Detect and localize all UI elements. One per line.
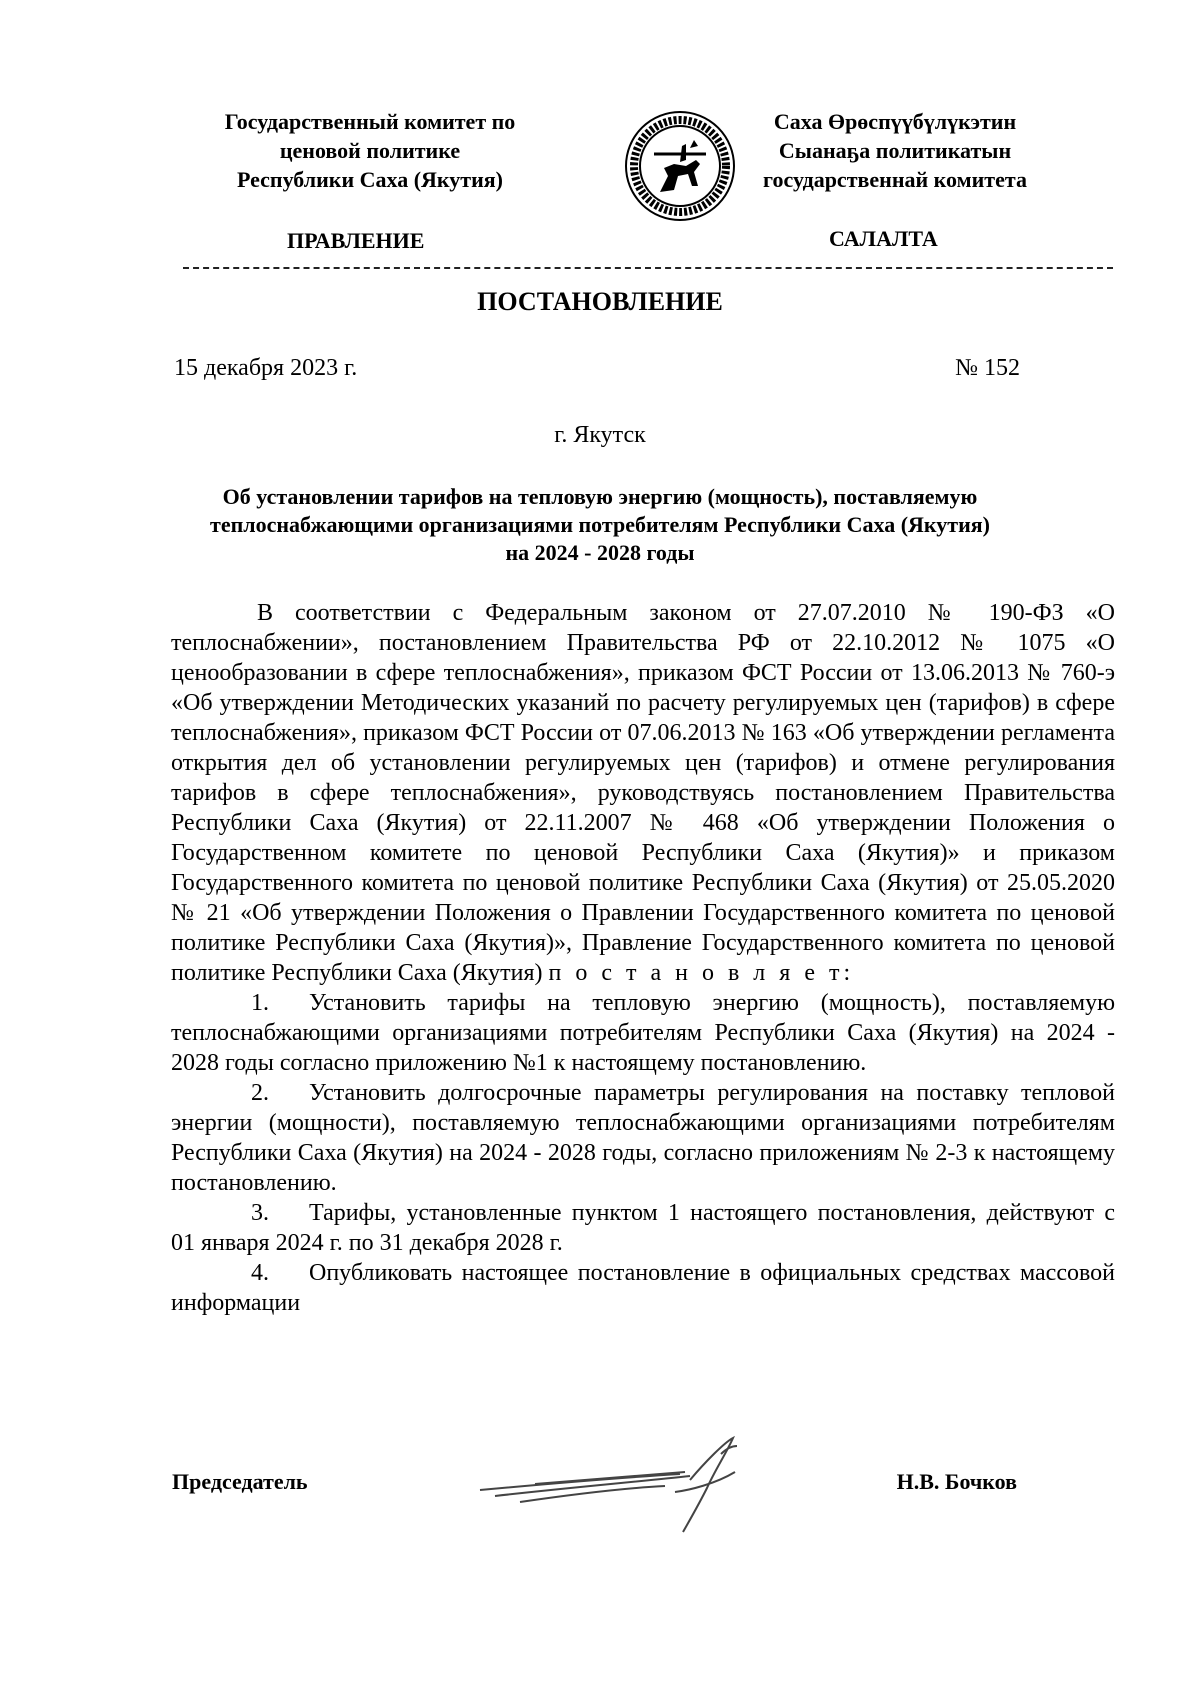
list-item <box>171 988 1115 1078</box>
subject-line: Об установлении тарифов на тепловую энергию (мощность), поставляемую <box>222 484 978 509</box>
list-item <box>171 1198 1115 1258</box>
header-left-line: Республики Саха (Якутия) <box>236 167 504 192</box>
document-number: № 152 <box>955 355 1020 381</box>
header-divider <box>183 267 1113 269</box>
header-right-line: Саха Өрөспүүбүлүкэтин <box>773 109 1017 134</box>
signature-name: Н.В. Бочков <box>896 1469 1017 1494</box>
item-number: 1. <box>251 990 269 1016</box>
document-title: ПОСТАНОВЛЕНИЕ <box>477 287 723 316</box>
list-item <box>171 1078 1115 1198</box>
header-left-line: ценовой политике <box>279 138 461 163</box>
signature-scribble <box>475 1432 795 1542</box>
header-right-sub: САЛАЛТА <box>829 226 938 251</box>
document-subject <box>180 483 1020 567</box>
item-text: Тарифы, установленные пунктом 1 настоящего постановления, действуют с 01 января 2024 г. по 31 декабря 2028 г. <box>171 1200 1115 1256</box>
subject-line: на 2024 - 2028 годы <box>505 540 695 565</box>
coat-of-arms-emblem <box>624 110 736 222</box>
preamble-text: В соответствии с Федеральным законом от 27.07.2010 № 190-ФЗ «О теплоснабжении», постановлением Правительства РФ от 22.10.2012 № 1075 «О ценообразовании в сфере теплоснабжения», приказом ФСТ России от 13.06.2013 № 760-э «Об утверждении Методических указаний по расчету регулируемых цен (тарифов) в сфере теплоснабжения», приказом ФСТ России от 07.06.2013 № 163 «Об утверждении регламента открытия дел об установлении регулируемых цен (тарифов) и отмене регулирования тарифов в сфере теплоснабжения», руководствуясь постановлением Правительства Республики Саха (Якутия) от 22.11.2007 № 468 «Об утверждении Положения о Государственном комитете по ценовой Республики Саха (Якутия)» и приказом Государственного комитета по ценовой политике Республики Саха (Якутия) от 25.05.2020 № 21 «Об утверждении Положения о Правлении Государственного комитета по ценовой политике Республики Саха (Якутия)», Правление Государственного комитета по ценовой политике Республики Саха (Якутия) <box>171 600 1115 986</box>
item-text: Установить долгосрочные параметры регулирования на поставку тепловой энергии (мощности), поставляемую теплоснабжающими организациями потребителям Республики Саха (Якутия) на 2024 - 2028 годы, согласно приложениям № 2-3 к настоящему постановлению. <box>171 1080 1115 1196</box>
header-right-line: Сыанаҕа политикатын <box>778 138 1012 163</box>
preamble-paragraph <box>171 598 1115 988</box>
item-number: 2. <box>251 1080 269 1106</box>
header-left <box>190 107 550 194</box>
item-text: Опубликовать настоящее постановление в официальных средствах массовой информации <box>171 1260 1115 1316</box>
document-body <box>171 598 1115 1318</box>
resolves-text: п о с т а н о в л я е т: <box>548 960 855 986</box>
header-left-sub: ПРАВЛЕНИЕ <box>287 228 425 253</box>
header-left-line: Государственный комитет по <box>224 109 516 134</box>
header-right-line: государственнай комитета <box>763 167 1027 192</box>
subject-line: теплоснабжающими организациями потребителям Республики Саха (Якутия) <box>210 512 990 537</box>
list-item <box>171 1258 1115 1318</box>
header-right <box>745 107 1045 194</box>
item-text: Установить тарифы на тепловую энергию (мощность), поставляемую теплоснабжающими организациями потребителям Республики Саха (Якутия) на 2024 - 2028 годы согласно приложению №1 к настоящему постановлению. <box>171 990 1115 1076</box>
item-number: 4. <box>251 1260 269 1286</box>
item-number: 3. <box>251 1200 269 1226</box>
signature-position: Председатель <box>172 1469 308 1494</box>
document-date: 15 декабря 2023 г. <box>174 355 358 381</box>
document-city: г. Якутск <box>554 422 646 448</box>
